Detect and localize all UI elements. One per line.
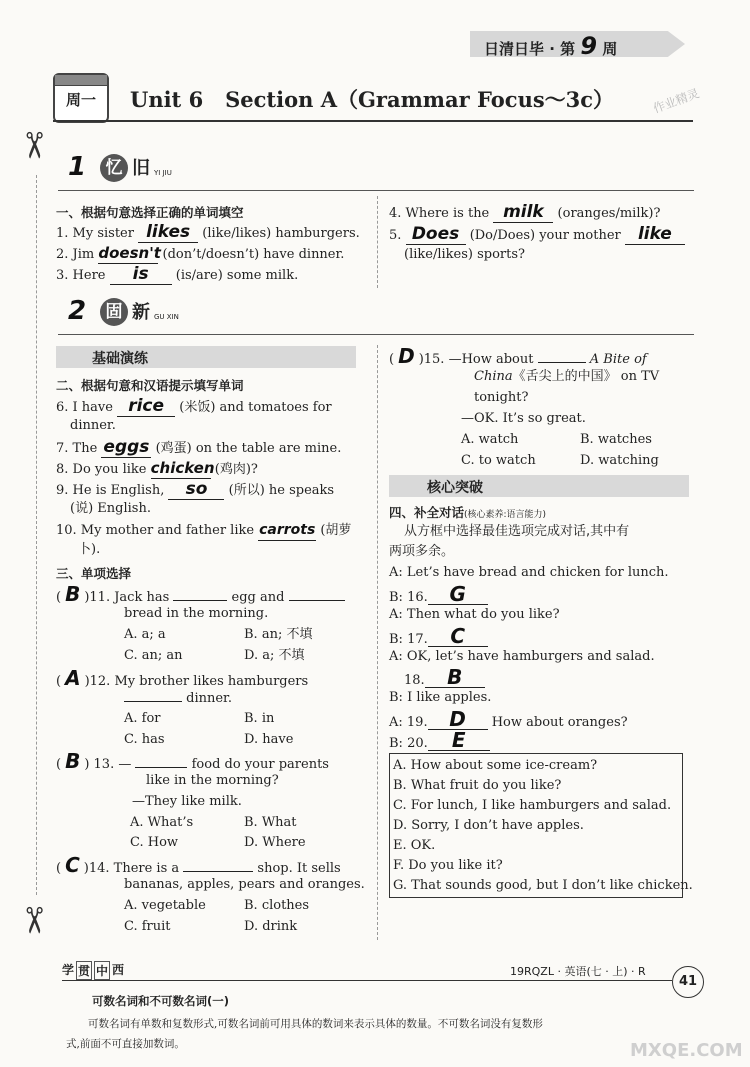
basic-item-6: 6. I have rice (米饭) and tomatoes for [56, 396, 332, 416]
q11: ( B )11. Jack has egg and [56, 584, 345, 608]
option-c: C. For lunch, I like hamburgers and salad. [393, 798, 672, 813]
q14: ( C )14. There is a shop. It sells [56, 853, 341, 877]
watermark-stamp: 作业精灵 [651, 86, 702, 116]
recall-item-5: 5. Does (Do/Does) your mother like [389, 224, 685, 246]
basic-item-7: 7. The eggs (鸡蛋) on the table are mine. [56, 437, 342, 457]
cut-line [36, 175, 37, 895]
q12-opt-d: D. have [244, 732, 294, 747]
q11-opt-a: A. a; a [124, 627, 166, 642]
q13: ( B ) 13. — food do your parents [56, 749, 329, 773]
q11-opt-c: C. an; an [124, 648, 183, 663]
note-line-2: 式,前面不可直接加数词。 [66, 1038, 185, 1050]
q11-cont: bread in the morning. [124, 606, 269, 621]
dialog-line-16: B: 16. G [389, 584, 488, 608]
q13-opt-b: B. What [244, 815, 297, 830]
q15-opt-c: C. to watch [461, 453, 536, 468]
q11-opt-d: D. a; 不填 [244, 648, 305, 663]
q13-answer-line: —They like milk. [132, 794, 242, 809]
option-a: A. How about some ice-cream? [393, 758, 598, 773]
q15-opt-b: B. watches [580, 432, 652, 447]
week-tag: 日清日毕 · 第 9 周 [484, 32, 618, 60]
basic-bar: 基础演练 [56, 346, 356, 368]
option-f: F. Do you like it? [393, 858, 503, 873]
core-bar: 核心突破 [389, 475, 689, 497]
recall-item-4: 4. Where is the milk (oranges/milk)? [389, 202, 661, 222]
recall-item-2: 2. Jim doesn't (don’t/doesn’t) have dinner. [56, 244, 345, 262]
recall-heading: 一、根据句意选择正确的单词填空 [56, 205, 244, 220]
header-rule [53, 120, 693, 122]
book-code: 19RQZL · 英语(七 · 上) · R [510, 965, 646, 978]
basic-item-6-cont: dinner. [70, 418, 116, 433]
dialog-line-19: A: 19. D How about oranges? [389, 707, 628, 731]
scissors-icon-bottom: ✂ [12, 905, 54, 936]
new-badge: 2 固 新 GU XIN [68, 296, 179, 326]
q13-cont: like in the morning? [146, 773, 279, 788]
column-divider-2 [377, 345, 378, 940]
q13-opt-c: C. How [130, 835, 179, 850]
q14-opt-a: A. vegetable [124, 898, 206, 913]
note-line-1: 可数名词有单数和复数形式,可数名词前可用具体的数词来表示具体的数量。不可数名词没有复数形 [88, 1018, 543, 1030]
q12-opt-c: C. has [124, 732, 165, 747]
scissors-icon: ✂ [12, 130, 54, 161]
dialog-line-18: 18. B [404, 667, 485, 691]
page-number: 41 [672, 966, 704, 998]
recall-item-3: 3. Here is (is/are) some milk. [56, 264, 299, 284]
basic-item-10: 10. My mother and father like carrots (胡萝 [56, 520, 351, 541]
basic-item-9-cont: (说) English. [70, 501, 151, 516]
basic-item-10-cont: 卜). [78, 542, 101, 557]
option-g: G. That sounds good, but I don’t like chicken. [393, 878, 693, 893]
q15: ( D )15. —How about A Bite of [389, 344, 647, 368]
q13-opt-a: A. What’s [130, 815, 194, 830]
q14-opt-c: C. fruit [124, 919, 171, 934]
section-divider-2 [58, 334, 694, 335]
q14-cont: bananas, apples, pears and oranges. [124, 877, 365, 892]
q12-opt-b: B. in [244, 711, 275, 726]
dialog-line-7: B: I like apples. [389, 690, 492, 705]
q15-opt-d: D. watching [580, 453, 659, 468]
day-tag-icon: 周一 [53, 73, 109, 123]
core-intro-1: 从方框中选择最佳选项完成对话,其中有 [404, 524, 630, 539]
footer-rule [62, 980, 672, 981]
section-divider [58, 190, 694, 191]
option-b: B. What fruit do you like? [393, 778, 562, 793]
dialog-line-20: B: 20. E [389, 730, 490, 754]
q12-opt-a: A. for [124, 711, 161, 726]
recall-item-1: 1. My sister likes (like/likes) hamburgers. [56, 222, 360, 242]
footer-logo: 学 贯 中 西 [62, 963, 125, 978]
q14-opt-d: D. drink [244, 919, 298, 934]
option-e: E. OK. [393, 838, 436, 853]
dialog-line-1: A: Let’s have bread and chicken for lunch. [389, 565, 669, 580]
core-heading: 四、补全对话(核心素养:语言能力) [389, 505, 547, 520]
watermark: MXQE.COM [630, 1040, 743, 1061]
dialog-line-17: B: 17. C [389, 626, 488, 650]
options-box [389, 753, 693, 898]
dialog-line-3: A: Then what do you like? [389, 607, 560, 622]
page-title: Unit 6 Section A（Grammar Focus～3c） [130, 87, 615, 112]
q15-cont: China《舌尖上的中国》 on TV [474, 369, 660, 384]
basic-item-9: 9. He is English, so (所以) he speaks [56, 479, 335, 499]
recall-item-5-tail: (like/likes) sports? [404, 247, 525, 262]
recall-badge: 1 忆 旧 YI JIU [68, 152, 172, 182]
q11-opt-b: B. an; 不填 [244, 627, 313, 642]
core-intro-2: 两项多余。 [389, 544, 455, 559]
mc-heading: 三、单项选择 [56, 566, 132, 581]
basic-heading: 二、根据句意和汉语提示填写单词 [56, 378, 244, 393]
q14-opt-b: B. clothes [244, 898, 310, 913]
q12-cont: dinner. [124, 689, 232, 709]
q13-opt-d: D. Where [244, 835, 306, 850]
note-title: 可数名词和不可数名词(一) [92, 994, 230, 1008]
basic-item-8: 8. Do you like chicken (鸡肉)? [56, 459, 258, 477]
q15-opt-a: A. watch [461, 432, 519, 447]
option-d: D. Sorry, I don’t have apples. [393, 818, 584, 833]
q15-answer-line: —OK. It’s so great. [461, 411, 586, 426]
q15-cont-2: tonight? [474, 390, 529, 405]
dialog-line-5: A: OK, let’s have hamburgers and salad. [389, 649, 655, 664]
q12: ( A )12. My brother likes hamburgers [56, 666, 309, 690]
column-divider [377, 196, 378, 288]
